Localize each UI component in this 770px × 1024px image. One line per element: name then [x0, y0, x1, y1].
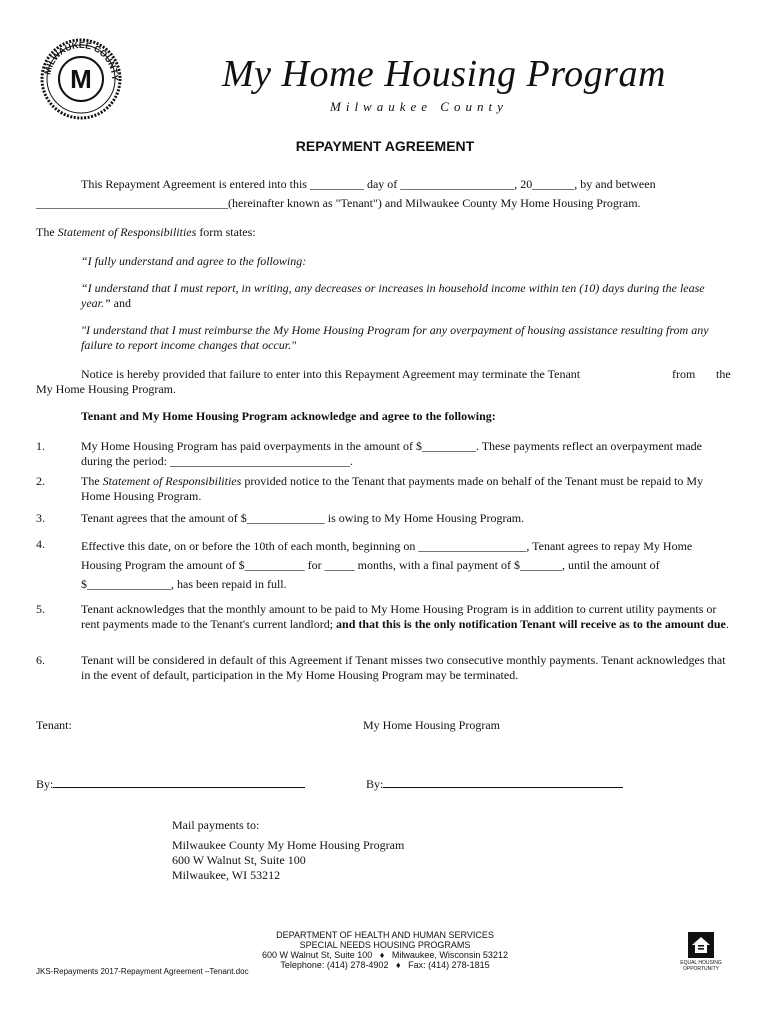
footer-bullet-2: ♦	[395, 960, 401, 970]
equal-housing-logo	[676, 932, 726, 972]
program-title: My Home Housing Program	[222, 53, 666, 95]
eho-line-2: OPPORTUNITY	[682, 966, 720, 972]
logo-ring-text: MILWAUKEE COUNTY	[42, 39, 121, 81]
statement-suffix: form states:	[199, 225, 256, 239]
item-4-number: 4.	[36, 537, 45, 551]
item-1-number: 1.	[36, 439, 45, 453]
logo-letter: M	[70, 64, 92, 94]
footer-address	[0, 930, 770, 970]
item-5-number: 5.	[36, 602, 45, 616]
item-2-pre: The	[81, 474, 100, 488]
item-5-body: Tenant acknowledges that the monthly amount to be paid to My Home Housing Program is in addition to current utility payments or rent payments made to the Tenant's current landlord;	[81, 602, 717, 631]
statement-intro	[36, 225, 256, 240]
program-signature-label: My Home Housing Program	[363, 718, 500, 732]
mail-line-3: Milwaukee, WI 53212	[172, 868, 281, 882]
item-5-text	[81, 602, 731, 632]
milwaukee-county-seal-logo	[40, 38, 122, 120]
item-2-doc: Statement of Responsibilities	[102, 474, 242, 488]
quote-2-text: “I understand that I must report, in writing, any decreases or increases in household income within ten (10) days during the lease year.”	[81, 281, 705, 310]
item-3-number: 3.	[36, 511, 45, 525]
quote-3: "I understand that I must reimburse the My Home Housing Program for any overpayment of housing assistance resulting from any failure to report income changes that occur."	[81, 323, 709, 352]
eho-line-1: EQUAL HOUSING	[680, 960, 722, 966]
mail-line-1: Milwaukee County My Home Housing Program	[172, 838, 405, 852]
item-6-text: Tenant will be considered in default of this Agreement if Tenant misses two consecutive monthly payments. Tenant acknowledges that in the event of default, participation in the My Home Housing Program may be terminated.	[81, 653, 726, 682]
mail-label: Mail payments to:	[172, 818, 260, 832]
notice-line-2: My Home Housing Program.	[36, 382, 176, 396]
footer-program: SPECIAL NEEDS HOUSING PROGRAMS	[299, 940, 471, 950]
statement-doc-name: Statement of Responsibilities	[57, 225, 197, 239]
quote-1: “I fully understand and agree to the following:	[81, 254, 307, 268]
notice-from: from	[672, 367, 696, 381]
item-2-number: 2.	[36, 474, 45, 488]
tenant-signature-blank[interactable]	[53, 776, 305, 788]
program-signature-blank[interactable]	[383, 776, 623, 788]
tenant-label: Tenant:	[36, 718, 72, 732]
quote-2-and: and	[113, 296, 131, 310]
item-2-text	[81, 474, 731, 504]
footer-city: Milwaukee, Wisconsin 53212	[391, 950, 508, 960]
notice-line-1: Notice is hereby provided that failure to enter into this Repayment Agreement may terminate the Tenant	[81, 367, 581, 381]
item-1-text: My Home Housing Program has paid overpayments in the amount of $_________. These payments reflect an overpayment made during the period: ______________________________.	[81, 439, 702, 468]
file-id: JKS-Repayments 2017-Repayment Agreement –Tenant.doc	[36, 967, 249, 976]
intro-line-2: ________________________________(hereinafter known as "Tenant") and Milwaukee County My Home Housing Program.	[36, 196, 641, 210]
item-5-end: .	[725, 617, 729, 631]
item-3-text: Tenant agrees that the amount of $_____________ is owing to My Home Housing Program.	[81, 511, 525, 525]
footer-address-line	[0, 950, 770, 960]
footer-street: 600 W Walnut St, Suite 100	[262, 950, 373, 960]
program-signature-line[interactable]	[366, 776, 623, 792]
tenant-by-label: By:	[36, 777, 54, 791]
item-2-body: provided notice to the Tenant that payments made on behalf of the Tenant must be repaid to My Home Housing Program.	[81, 474, 704, 503]
tenant-signature-line[interactable]	[36, 776, 305, 792]
notice-the: the	[716, 367, 731, 381]
footer-fax: Fax: (414) 278-1815	[408, 960, 490, 970]
equal-housing-icon	[688, 932, 714, 958]
item-4-text: Effective this date, on or before the 10th of each month, beginning on __________________, Tenant agrees to repay My Home Housing Program the amount of $__________ for _____ months, with a final payment of $_______, until the amount of $______________, has been repaid in full.	[81, 539, 693, 591]
document-title: REPAYMENT AGREEMENT	[295, 138, 475, 154]
statement-prefix: The	[36, 225, 55, 239]
item-6-number: 6.	[36, 653, 45, 667]
program-subtitle: Milwaukee County	[330, 99, 508, 114]
acknowledge-heading: Tenant and My Home Housing Program acknowledge and agree to the following:	[81, 409, 496, 423]
footer-bullet-1: ♦	[379, 950, 385, 960]
program-by-label: By:	[366, 777, 384, 791]
footer-department: DEPARTMENT OF HEALTH AND HUMAN SERVICES	[276, 930, 494, 940]
item-5-bold: and that this is the only notification Tenant will receive as to the amount due	[336, 617, 726, 631]
footer-telephone: Telephone: (414) 278-4902	[280, 960, 389, 970]
quote-2	[81, 281, 731, 311]
mail-line-2: 600 W Walnut St, Suite 100	[172, 853, 306, 867]
intro-line-1: This Repayment Agreement is entered into this _________ day of ___________________, 20_______, by and between	[81, 177, 656, 191]
